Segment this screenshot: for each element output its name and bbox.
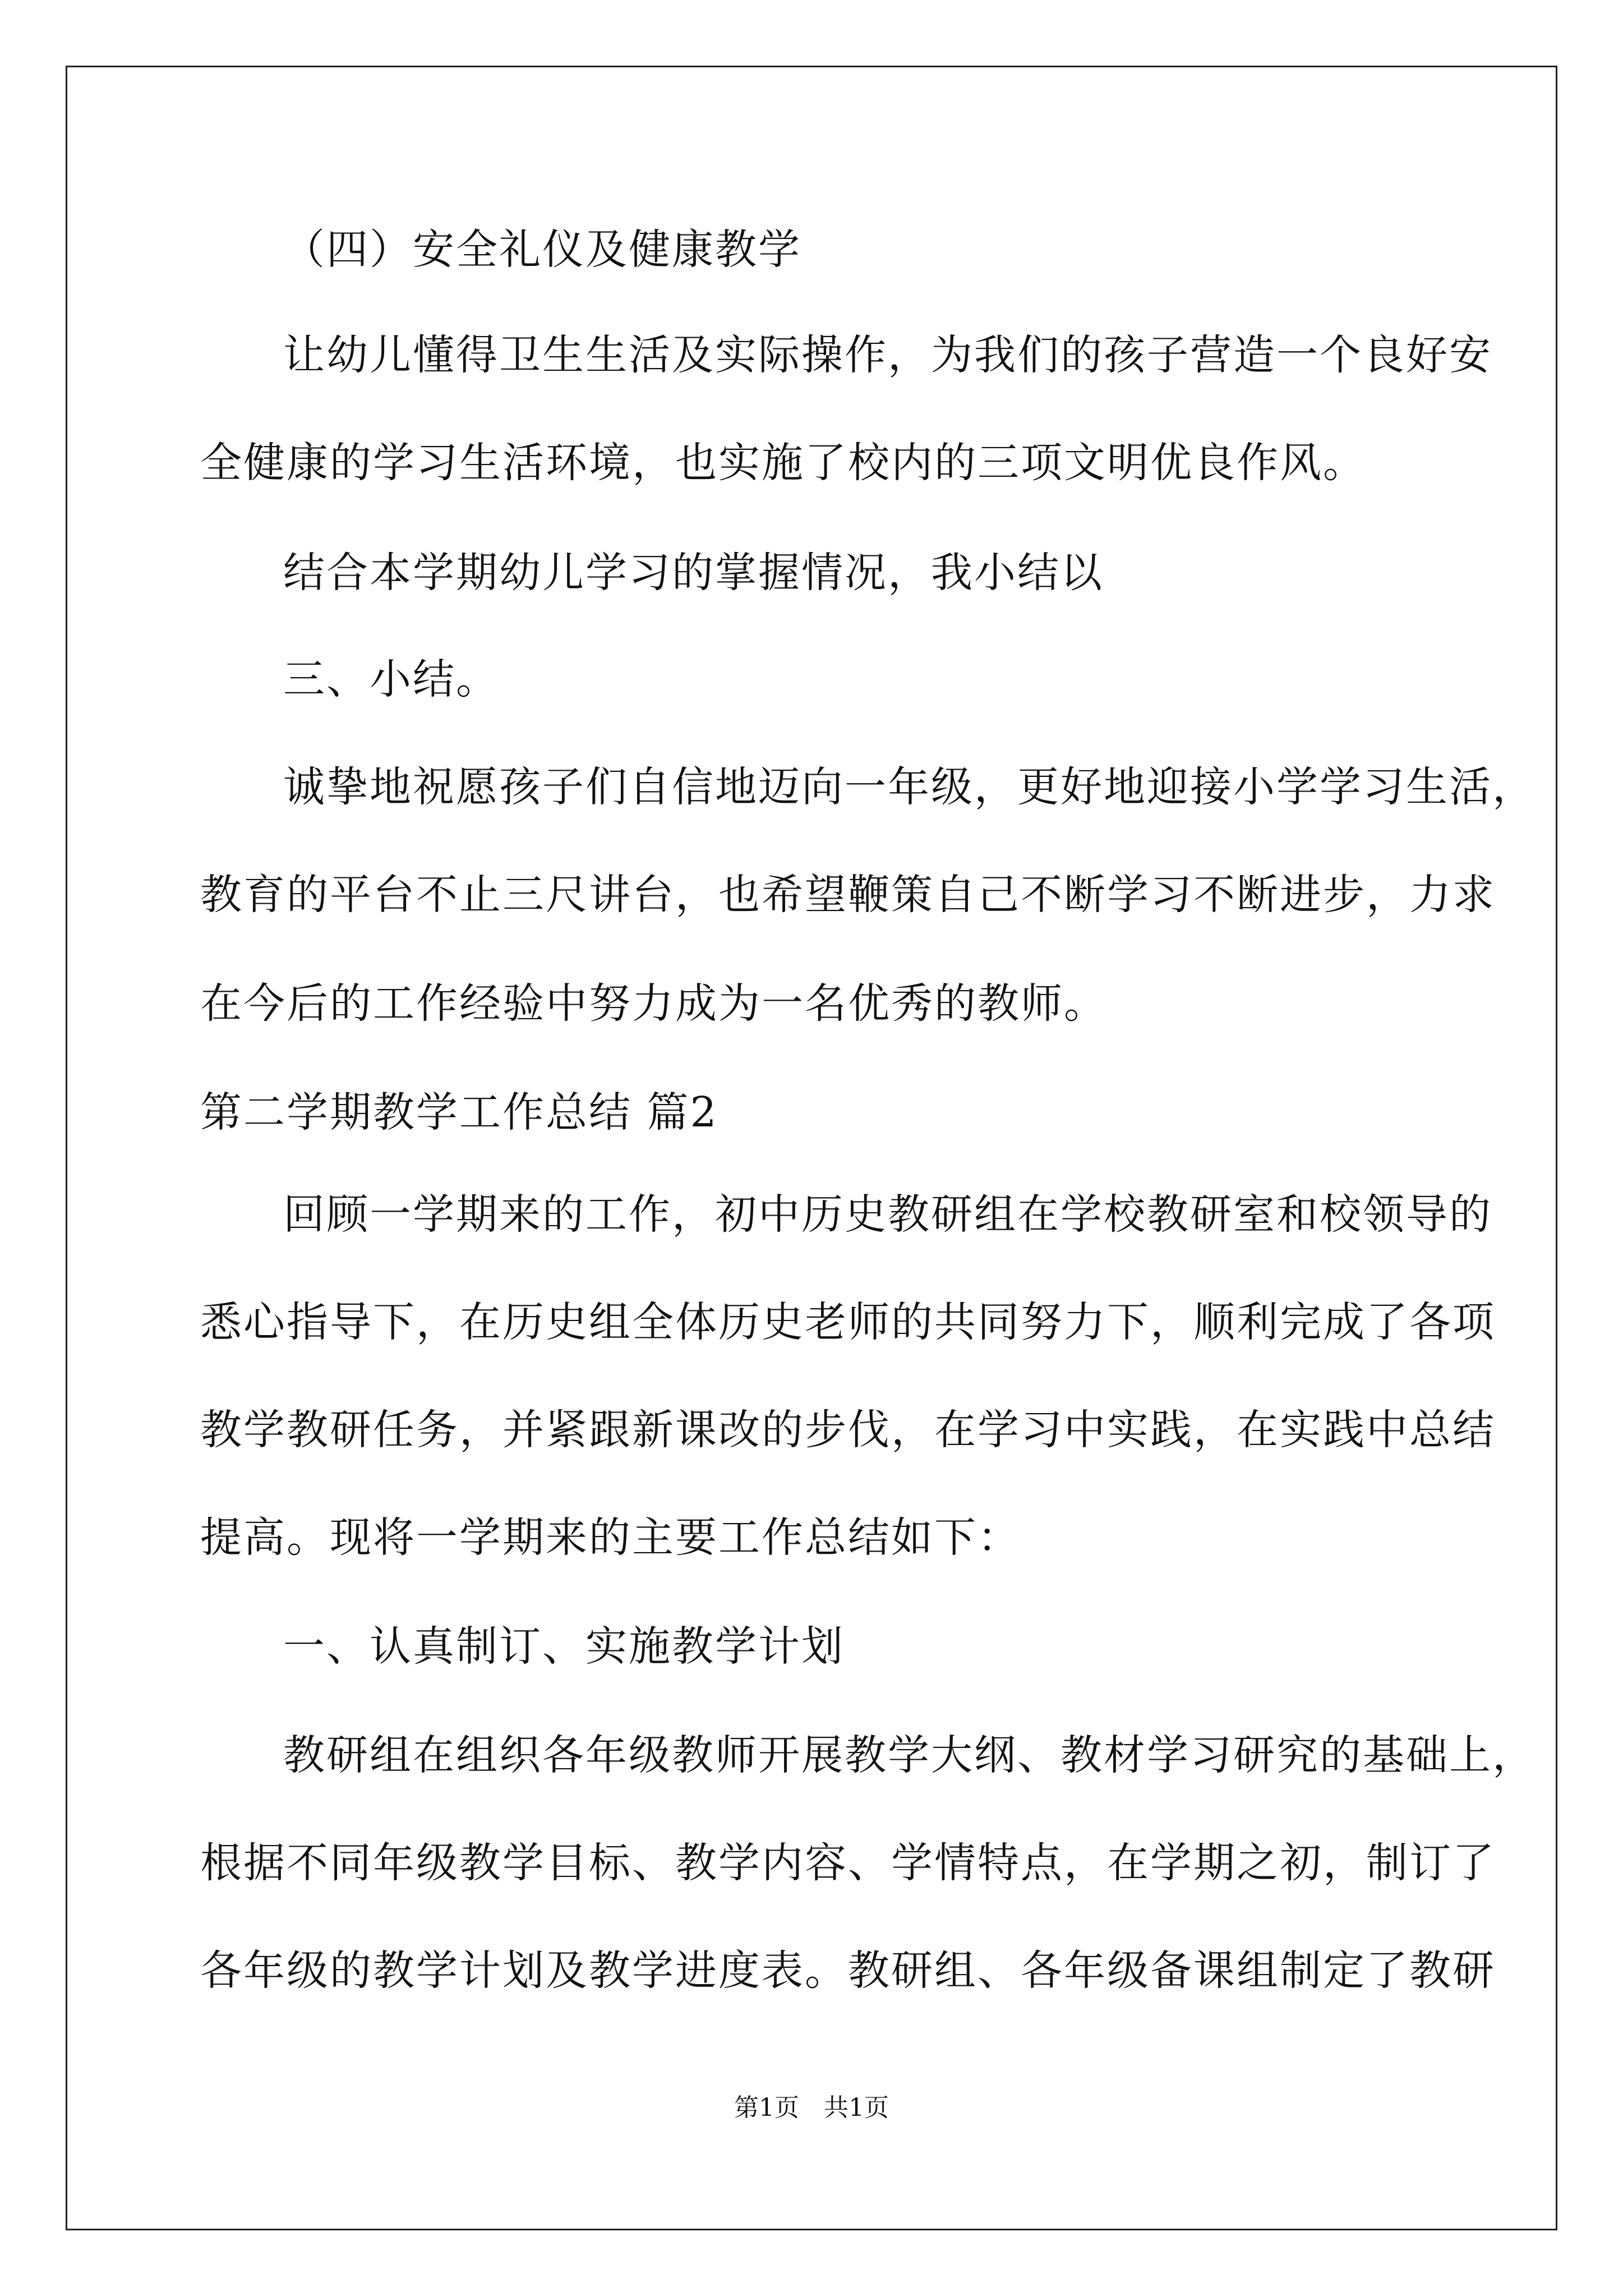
paragraph-line: 教研组在组织各年级教师开展教学大纲、教材学习研究的基础上， [283, 1731, 1536, 1779]
paragraph-line: 教育的平台不止三尺讲台，也希望鞭策自己不断学习不断进步，力求 [200, 871, 1496, 919]
section-heading-safety: （四）安全礼仪及健康教学 [283, 226, 801, 274]
paragraph-line: 结合本学期幼儿学习的掌握情况，我小结以 [283, 549, 1104, 597]
article-title: 第二学期教学工作总结 篇2 [200, 1088, 718, 1137]
page-border [66, 66, 1557, 2230]
paragraph-line: 让幼儿懂得卫生生活及实际操作，为我们的孩子营造一个良好安 [283, 331, 1492, 379]
section-heading-summary: 三、小结。 [283, 655, 499, 703]
paragraph-line: 全健康的学习生活环境，也实施了校内的三项文明优良作风。 [200, 439, 1366, 487]
paragraph-line: 在今后的工作经验中努力成为一名优秀的教师。 [200, 979, 1107, 1028]
page-number: 第1页 共1页 [734, 2093, 889, 2122]
paragraph-line: 回顾一学期来的工作，初中历史教研组在学校教研室和校领导的 [283, 1190, 1492, 1239]
paragraph-line: 提高。现将一学期来的主要工作总结如下： [200, 1513, 1021, 1562]
paragraph-line: 根据不同年级教学目标、教学内容、学情特点，在学期之初，制订了 [200, 1839, 1496, 1887]
paragraph-line: 教学教研任务，并紧跟新课改的步伐，在学习中实践，在实践中总结 [200, 1406, 1496, 1454]
paragraph-line: 悉心指导下，在历史组全体历史老师的共同努力下，顺利完成了各项 [200, 1298, 1496, 1346]
paragraph-line: 诚挚地祝愿孩子们自信地迈向一年级，更好地迎接小学学习生活， [283, 763, 1536, 811]
paragraph-line: 各年级的教学计划及教学进度表。教研组、各年级备课组制定了教研 [200, 1947, 1496, 1995]
section-heading-plan: 一、认真制订、实施教学计划 [283, 1622, 845, 1671]
